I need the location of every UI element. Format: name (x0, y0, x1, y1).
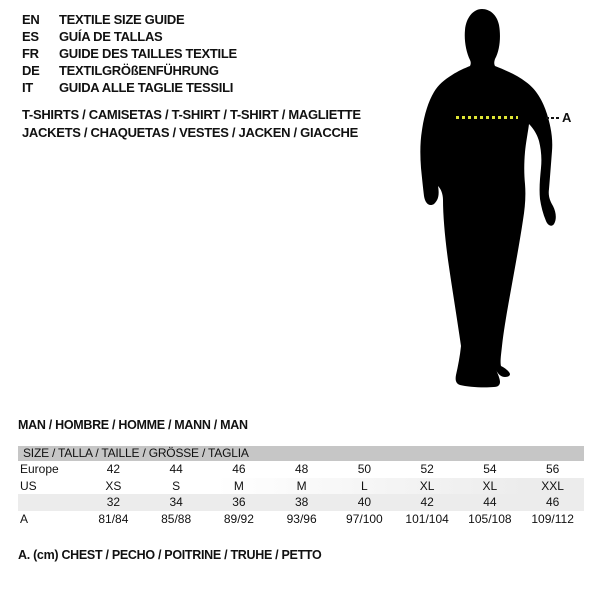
lang-code: FR (22, 46, 39, 61)
lang-text: GUÍA DE TALLAS (59, 29, 163, 44)
table-cell: 56 (545, 462, 560, 476)
lang-text: TEXTILE SIZE GUIDE (59, 12, 185, 27)
table-row-europe (18, 461, 584, 478)
lang-code: EN (22, 12, 40, 27)
table-cell: 93/96 (286, 511, 317, 526)
table-row-numeric (18, 494, 584, 511)
table-cell: S (172, 478, 181, 493)
lang-code: DE (22, 63, 40, 78)
table-cell: 52 (420, 462, 434, 476)
row-label: A (20, 511, 29, 526)
chest-measure-tick (546, 117, 560, 119)
table-row-us (18, 478, 584, 495)
table-cell: 109/112 (531, 511, 574, 526)
lang-code: IT (22, 80, 33, 95)
row-label (18, 494, 82, 511)
table-cell: 105/108 (468, 511, 512, 526)
table-cell: 42 (106, 462, 121, 476)
table-cell: 85/88 (161, 511, 192, 526)
lang-row-es (22, 28, 237, 45)
man-silhouette-svg (400, 0, 600, 400)
table-cell: 32 (106, 495, 121, 509)
man-silhouette-figure (400, 0, 600, 400)
section-title-man: MAN / HOMBRE / HOMME / MANN / MAN (18, 418, 248, 432)
size-table-header: SIZE / TALLA / TAILLE / GRÖSSE / TAGLIA (18, 446, 584, 461)
table-cell: 42 (420, 495, 434, 509)
lang-row-de (22, 62, 237, 79)
table-cell: 44 (169, 462, 183, 476)
table-cell: XL (482, 478, 498, 493)
measurement-footnote: A. (cm) CHEST / PECHO / POITRINE / TRUHE / PETTO (18, 548, 322, 562)
table-cell: M (233, 478, 244, 493)
lang-row-en (22, 11, 237, 28)
table-cell: 50 (357, 462, 372, 476)
table-cell: 46 (232, 462, 246, 476)
table-cell: 38 (294, 495, 309, 509)
table-cell: 101/104 (405, 511, 449, 526)
lang-row-fr (22, 45, 237, 62)
table-cell: 97/100 (346, 511, 383, 526)
table-cell: 34 (169, 495, 183, 509)
man-silhouette-path (420, 9, 555, 387)
chest-measure-line (456, 116, 518, 119)
table-cell: 54 (483, 462, 497, 476)
table-cell: 81/84 (98, 511, 129, 526)
lang-text: GUIDA ALLE TAGLIE TESSILI (59, 80, 234, 95)
row-label: Europe (20, 462, 59, 476)
lang-row-it (22, 79, 237, 96)
category-jackets: JACKETS / CHAQUETAS / VESTES / JACKEN / GIACCHE (22, 125, 358, 140)
table-cell: 36 (232, 495, 246, 509)
table-cell: M (296, 478, 307, 493)
table-cell: 48 (294, 462, 309, 476)
row-label: US (20, 478, 37, 493)
table-cell: 89/92 (223, 511, 254, 526)
table-row-chest-a (18, 511, 584, 528)
lang-text: TEXTILGRÖßENFÜHRUNG (59, 63, 219, 78)
lang-text: GUIDE DES TAILLES TEXTILE (59, 46, 237, 61)
table-cell: L (361, 478, 368, 493)
table-cell: XL (419, 478, 435, 493)
category-titles (22, 106, 361, 142)
language-guide-list (22, 11, 237, 96)
table-cell: 46 (545, 495, 560, 509)
table-cell: 40 (357, 495, 372, 509)
table-cell: XXL (541, 478, 564, 493)
category-tshirts: T-SHIRTS / CAMISETAS / T-SHIRT / T-SHIRT / MAGLIETTE (22, 107, 361, 122)
lang-code: ES (22, 29, 39, 44)
table-cell: 44 (483, 495, 497, 509)
size-table (18, 446, 584, 527)
chest-measure-label: A (562, 110, 572, 125)
table-cell: XS (105, 478, 122, 493)
